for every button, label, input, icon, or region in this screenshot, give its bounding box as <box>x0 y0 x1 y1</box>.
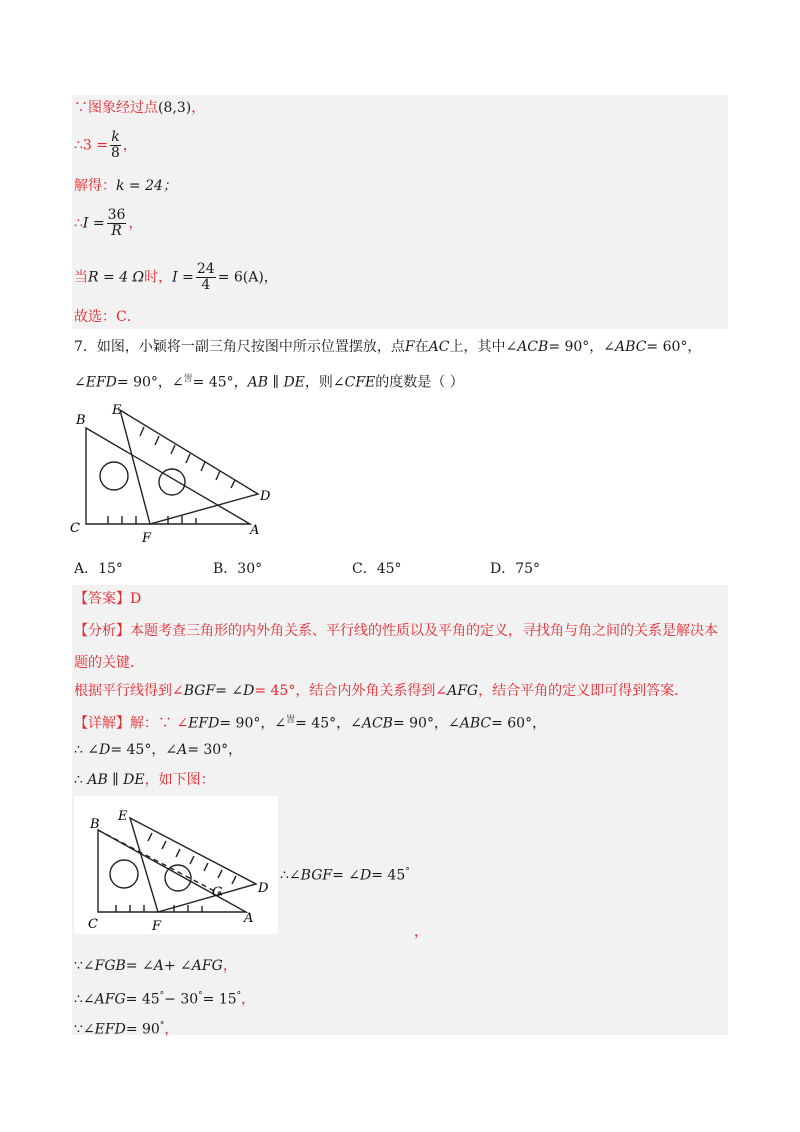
label-d: D <box>260 489 271 504</box>
sol6-line-2: ∴3 = $\frac{k}{8}$ ， <box>74 129 137 161</box>
sol6-line-6: 故选：C． <box>74 309 141 325</box>
detail-line-3: ∴ AB ∥ DE，如下图： <box>74 772 215 788</box>
fraction-k-over-8: $\frac{k}{8}$ <box>111 129 120 161</box>
detail-eq-1: ∵∠FGB= ∠A+ ∠AFG， <box>74 958 237 974</box>
circle-right <box>159 469 185 495</box>
label-c: C <box>70 521 80 536</box>
choice-d: D．75° <box>490 561 541 577</box>
label-b-detail: B <box>90 817 100 832</box>
fraction-36-over-r: $\frac{36}{R}$ <box>107 207 126 239</box>
label-e: E <box>112 403 122 418</box>
q7-figure-triangles <box>64 400 284 548</box>
analysis-line-1: 【分析】本题考查三角形的内外角关系、平行线的性质以及平角的定义，寻找角与角之间的关系是解决本 <box>74 623 718 639</box>
label-a: A <box>250 523 260 538</box>
choice-c: C．45° <box>352 561 402 577</box>
label-g-detail: G <box>212 885 223 900</box>
q7-text-line-2: ∠EFD= 90°，∠$^訔$= 45°，AB ∥ DE，则∠CFE的度数是（ ） <box>74 374 464 391</box>
triangle-abc <box>86 428 250 524</box>
detail-side-equation: ∴∠BGF= ∠D= 45° <box>280 867 410 884</box>
label-a-detail: A <box>244 911 254 926</box>
detail-comma: ， <box>414 924 428 940</box>
detail-eq-2: ∴∠AFG= 45°− 30°= 15°， <box>74 991 256 1008</box>
fraction-24-over-4: $\frac{24}{4}$ <box>196 261 215 293</box>
sol6-line-1: ∵图象经过点(8,3)， <box>74 100 206 116</box>
sol6-line-3: 解得：k = 24； <box>74 178 177 194</box>
circle-left <box>100 462 128 490</box>
triangle-efd <box>120 410 258 524</box>
detail-line-2: ∴ ∠D= 45°，∠A= 30°， <box>74 742 243 758</box>
choice-b: B．30° <box>213 561 263 577</box>
analysis-line-2: 题的关键． <box>74 655 144 671</box>
label-f-detail: F <box>152 919 162 934</box>
answer-line: 【答案】D <box>74 591 142 607</box>
detail-eq-3: ∵∠EFD= 90°， <box>74 1021 179 1038</box>
detail-line-1: 【详解】解：∵ ∠EFD= 90°，∠$^訔$= 45°，∠ACB= 90°，∠ABC= 60°， <box>74 715 547 732</box>
label-f: F <box>142 531 152 546</box>
analysis-line-3: 根据平行线得到∠BGF= ∠D= 45°，结合内外角关系得到∠AFG，结合平角的定义即可得到答案． <box>74 683 689 699</box>
choice-a: A．15° <box>74 561 123 577</box>
sol6-line-4: ∴I = $\frac{36}{R}$ ， <box>74 207 143 239</box>
sol6-line-5: 当R = 4 Ω时，I = $\frac{24}{4}$ = 6(A)， <box>74 261 278 293</box>
detail-figure-triangles <box>74 796 278 934</box>
label-c-detail: C <box>88 917 98 932</box>
q7-text-line-1: 7．如图，小颖将一副三角尺按图中所示位置摆放，点F在AC上，其中∠ACB= 90°，∠ABC= 60°， <box>74 339 702 355</box>
label-d-detail: D <box>258 881 269 896</box>
label-e-detail: E <box>118 809 128 824</box>
solution-block-q6 <box>72 95 728 329</box>
label-b: B <box>76 413 86 428</box>
